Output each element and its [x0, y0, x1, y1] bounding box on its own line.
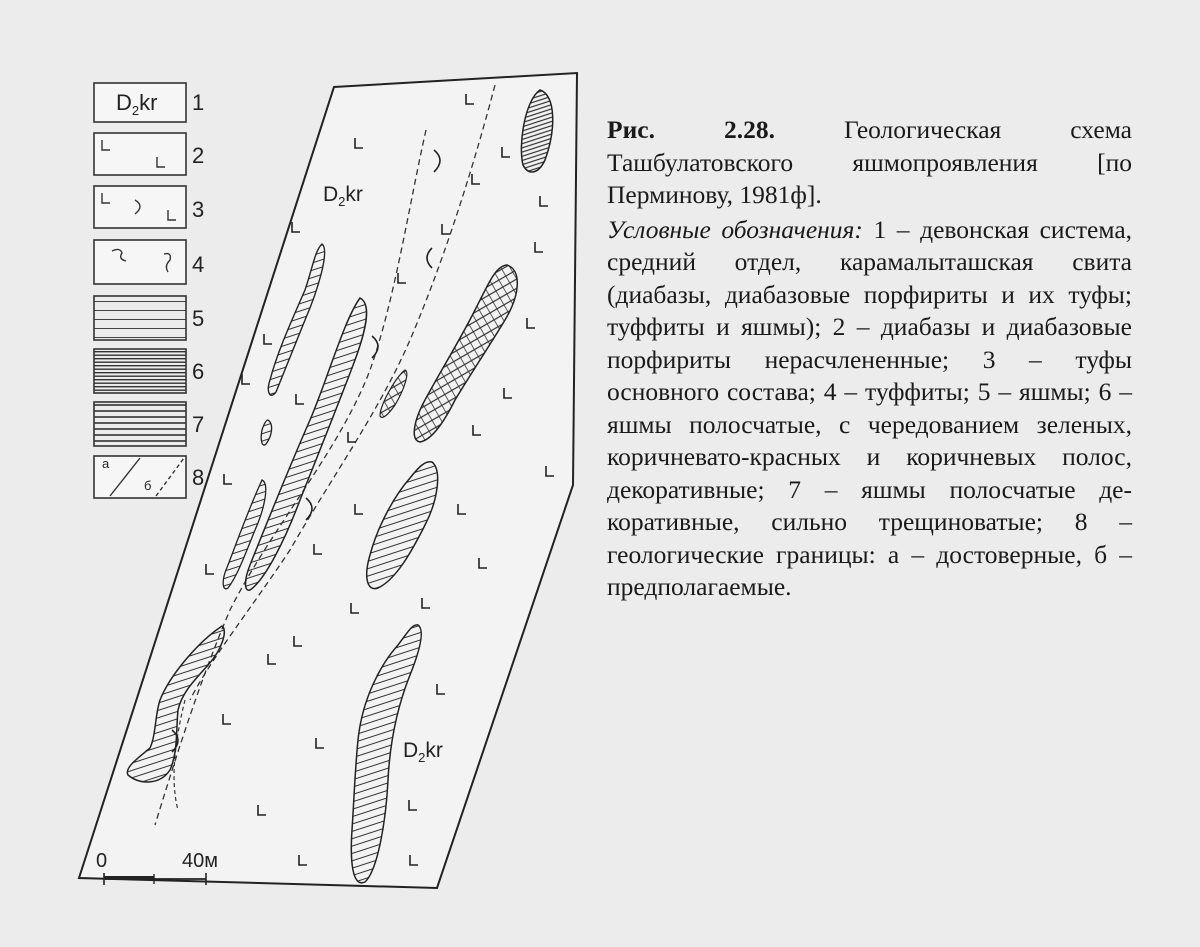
- legend-8b-label: б: [144, 478, 152, 493]
- scale-end-label: 40м: [182, 850, 218, 872]
- legend-box-6: [94, 349, 186, 393]
- legend-heading: Условные обозначения:: [607, 214, 863, 244]
- legend-number: 7: [192, 412, 205, 437]
- map-label-d2kr: $D_2kr$: [323, 183, 363, 209]
- legend-number: 6: [192, 359, 205, 384]
- caption-title-paragraph: [607, 114, 1132, 212]
- legend: [94, 83, 204, 498]
- legend-box-1-label: $D_2kr$: [116, 90, 158, 118]
- legend-number: 5: [192, 306, 205, 331]
- legend-box-7: [94, 402, 186, 446]
- figure-caption: [607, 114, 1132, 604]
- map-label-d2kr: $D_2kr$: [403, 739, 443, 765]
- legend-number: 8: [192, 465, 205, 490]
- legend-description: 1 – девонская система, средний отдел, карамалыташская свита (диабазы, диабазовые порфириты и их туфы; туффиты и яшмы); 2 – диабазы и диабазовые порфириты нерасчлененные; 3 – туфы основного состава; 4 – туффиты; 5 – яшмы; 6 – яшмы полосчатые, с чередованием зеленых, коричневато-красных и коричневых полос, декоративные; 7 – яшмы полосчатые декоративные, сильно трещиноватые; 8 – геологические границы: а – достоверные, б – предполагаемые.: [607, 214, 1133, 601]
- figure-number: Рис. 2.28.: [607, 115, 775, 144]
- legend-number: 2: [192, 143, 205, 168]
- legend-box-2: [94, 133, 186, 175]
- legend-box-5: [94, 296, 186, 340]
- caption-legend-paragraph: [607, 214, 1132, 604]
- legend-number: 4: [192, 252, 205, 277]
- legend-number: 1: [192, 90, 205, 115]
- legend-box-4: [94, 240, 186, 284]
- scale-start-label: 0: [96, 850, 108, 872]
- legend-number: 3: [192, 197, 205, 222]
- legend-8a-label: а: [102, 456, 110, 471]
- figure-title: Геологическая схема Ташбулатовского яшмопроявления [по Перминову, 1981ф].: [607, 115, 1132, 209]
